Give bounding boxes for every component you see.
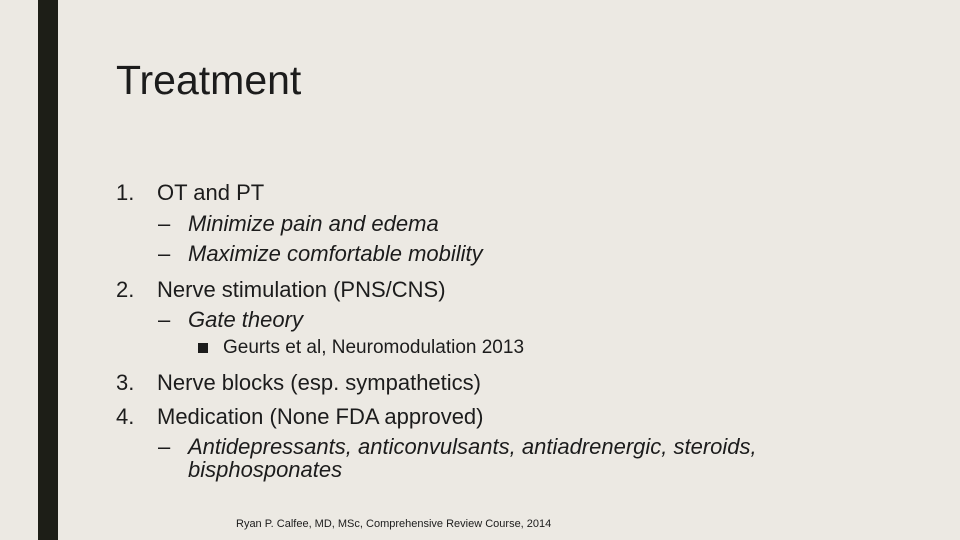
square-bullet-icon: [198, 343, 208, 353]
sub-item-4-1-line2: bisphosponates: [188, 457, 343, 482]
list-number-4: 4.: [116, 404, 135, 429]
sub-marker: –: [158, 241, 171, 266]
list-item-2: Nerve stimulation (PNS/CNS): [157, 277, 446, 302]
sub-sub-item-2-1-1: Geurts et al, Neuromodulation 2013: [223, 337, 525, 358]
sub-marker: –: [158, 307, 171, 332]
sub-item-1-1: Minimize pain and edema: [188, 211, 439, 236]
sub-marker: –: [158, 211, 171, 236]
sub-marker: –: [158, 434, 171, 459]
list-number-3: 3.: [116, 370, 135, 395]
slide-title: Treatment: [116, 57, 302, 103]
list-number-1: 1.: [116, 180, 135, 205]
slide-footer-citation: Ryan P. Calfee, MD, MSc, Comprehensive Review Course, 2014: [236, 518, 552, 530]
sub-item-2-1: Gate theory: [188, 307, 303, 332]
list-item-4: Medication (None FDA approved): [157, 404, 484, 429]
sub-item-1-2: Maximize comfortable mobility: [188, 241, 483, 266]
list-item-3: Nerve blocks (esp. sympathetics): [157, 370, 481, 395]
list-item-1: OT and PT: [157, 180, 265, 205]
accent-bar: [38, 0, 58, 540]
list-number-2: 2.: [116, 277, 135, 302]
sub-item-4-1-line1: Antidepressants, anticonvulsants, antiadrenergic, steroids,: [188, 434, 757, 459]
